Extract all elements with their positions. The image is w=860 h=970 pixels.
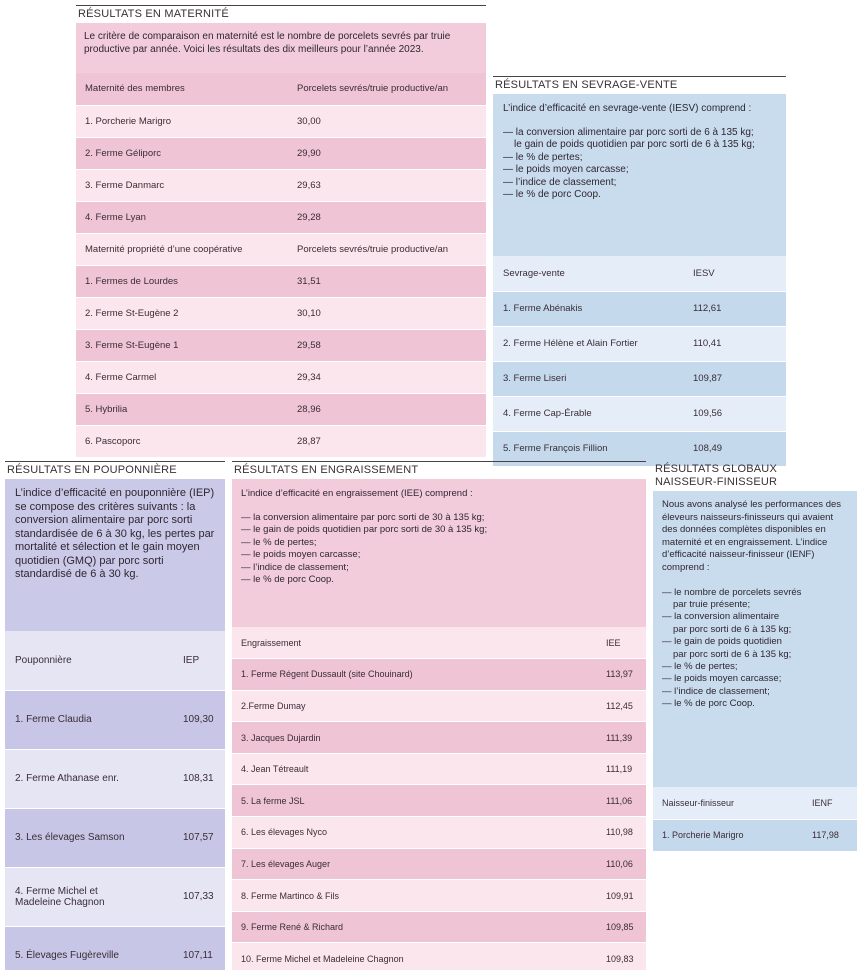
table-row: 4. Jean Tétreault 111,19: [232, 753, 646, 785]
table-header: Sevrage-vente IESV: [493, 256, 786, 291]
maternite-section: [76, 5, 486, 457]
table-row: 8. Ferme Martinco & Fils 109,91: [232, 880, 646, 912]
table-row: 9. Ferme René & Richard 109,85: [232, 911, 646, 943]
table-row: 10. Ferme Michel et Madeleine Chagnon 109,83: [232, 943, 646, 970]
engraissement-intro: L’indice d’efficacité en engraissement (IEE) comprend : — la conversion alimentaire par porc sorti de 30 à 135 kg; — le gain de poids quotidien par porc sorti de 30 à 135 kg; — le % de pertes; — le poids moyen carcasse; — l’indice de classement; — le % de porc Coop.: [232, 479, 646, 627]
table-row: 1. Ferme Abénakis 112,61: [493, 291, 786, 326]
table-row: 1. Ferme Régent Dussault (site Chouinard) 113,97: [232, 659, 646, 691]
table-row: 2. Ferme St-Eugène 2 30,10: [76, 297, 486, 329]
table-header: Maternité des membres Porcelets sevrés/truie productive/an: [76, 73, 486, 105]
naisseur-finisseur-title: RÉSULTATS GLOBAUX NAISSEUR-FINISSEUR: [655, 463, 778, 488]
table-row: 6. Pascoporc 28,87: [76, 425, 486, 457]
table-row: 3. Les élevages Samson 107,57: [5, 808, 225, 867]
table-row: 7. Les élevages Auger 110,06: [232, 848, 646, 880]
pouponniere-section: [5, 461, 225, 970]
table-row: 5. Ferme François Fillion 108,49: [493, 431, 786, 466]
table-row: 1. Fermes de Lourdes 31,51: [76, 265, 486, 297]
maternite-intro: Le critère de comparaison en maternité est le nombre de porcelets sevrés par truie productive par année. Voici les résultats des dix meilleurs pour l’année 2023.: [76, 23, 486, 73]
table-row: 2.Ferme Dumay 112,45: [232, 690, 646, 722]
maternite-table: [76, 73, 486, 457]
table-header: Maternité propriété d’une coopérative Porcelets sevrés/truie productive/an: [76, 233, 486, 265]
table-row: 2. Ferme Athanase enr. 108,31: [5, 749, 225, 808]
table-row: 6. Les élevages Nyco 110,98: [232, 817, 646, 849]
table-row: 4. Ferme Carmel 29,34: [76, 361, 486, 393]
engraissement-title: RÉSULTATS EN ENGRAISSEMENT: [232, 461, 646, 479]
naisseur-finisseur-criteria: — le nombre de porcelets sevrés par truie présente; — la conversion alimentaire par porc sorti de 6 à 135 kg; — le gain de poids quotidien par porc sorti de 6 à 135 kg; — le % de pertes; — le poids moyen carcasse; — l’indice de classement; — le % de porc Coop.: [662, 586, 802, 710]
table-row: 3. Ferme St-Eugène 1 29,58: [76, 329, 486, 361]
engraissement-section: [232, 461, 646, 970]
engraissement-table: [232, 627, 646, 970]
pouponniere-table: [5, 631, 225, 970]
sevrage-criteria: — la conversion alimentaire par porc sorti de 6 à 135 kg; le gain de poids quotidien par porc sorti de 6 à 135 kg; — le % de pertes; — le poids moyen carcasse; — l’indice de classement; — le % de porc Coop.: [503, 127, 755, 201]
table-row: 1. Ferme Claudia 109,30: [5, 690, 225, 749]
table-row: 1. Porcherie Marigro 117,98: [653, 819, 857, 851]
pouponniere-intro: L’indice d’efficacité en pouponnière (IEP) se compose des critères suivants : la conversion alimentaire par porc sorti standardisée de 6 à 30 kg, les pertes par mortalité et sélection et le gain moyen quotidien (GMQ) par porc sorti standardisé de 6 à 30 kg.: [5, 479, 225, 631]
table-row: 5. La ferme JSL 111,06: [232, 785, 646, 817]
table-header: Naisseur-finisseur IENF: [653, 787, 857, 819]
table-row: 5. Hybrilia 28,96: [76, 393, 486, 425]
table-row: 2. Ferme Hélène et Alain Fortier 110,41: [493, 326, 786, 361]
naisseur-finisseur-section: [653, 461, 857, 851]
table-row: 3. Ferme Liseri 109,87: [493, 361, 786, 396]
pouponniere-title: RÉSULTATS EN POUPONNIÈRE: [5, 461, 225, 479]
table-row: 3. Jacques Dujardin 111,39: [232, 722, 646, 754]
naisseur-finisseur-intro: Nous avons analysé les performances des éleveurs naisseurs-finisseurs qui avaient des données complètes disponibles en maternité et en engraissement. L’indice d’efficacité naisseur-finisseur (IENF) comprend : — le nombre de porcelets sevrés par truie présente; — la conversion alimentaire par porc sorti de 6 à 135 kg; — le gain de poids quotidien par porc sorti de 6 à 135 kg; — le % de pertes; — le poids moyen carcasse; — l’indice de classement; — le % de porc Coop.: [653, 491, 857, 787]
sevrage-intro: L’indice d’efficacité en sevrage-vente (IESV) comprend : — la conversion alimentaire par porc sorti de 6 à 135 kg; le gain de poids quotidien par porc sorti de 6 à 135 kg; — le % de pertes; — le poids moyen carcasse; — l’indice de classement; — le % de porc Coop.: [493, 94, 786, 256]
table-row: 1. Porcherie Marigro 30,00: [76, 105, 486, 137]
engraissement-criteria: — la conversion alimentaire par porc sorti de 30 à 135 kg; — le gain de poids quotidien par porc sorti de 30 à 135 kg; — le % de pertes; — le poids moyen carcasse; — l’indice de classement; — le % de porc Coop.: [241, 512, 488, 586]
sevrage-table: [493, 256, 786, 466]
table-row: 4. Ferme Cap-Érable 109,56: [493, 396, 786, 431]
table-row: 3. Ferme Danmarc 29,63: [76, 169, 486, 201]
sevrage-title: RÉSULTATS EN SEVRAGE-VENTE: [493, 76, 786, 94]
table-row: 4. Ferme Lyan 29,28: [76, 201, 486, 233]
naisseur-finisseur-table: [653, 787, 857, 851]
table-row: 5. Élevages Fugèreville 107,11: [5, 926, 225, 970]
table-row: 4. Ferme Michel et Madeleine Chagnon 107,33: [5, 867, 225, 926]
maternite-title: RÉSULTATS EN MATERNITÉ: [76, 5, 486, 23]
table-row: 2. Ferme Géliporc 29,90: [76, 137, 486, 169]
table-header: Engraissement IEE: [232, 627, 646, 659]
table-header: Pouponnière IEP: [5, 631, 225, 690]
sevrage-section: [493, 76, 786, 466]
